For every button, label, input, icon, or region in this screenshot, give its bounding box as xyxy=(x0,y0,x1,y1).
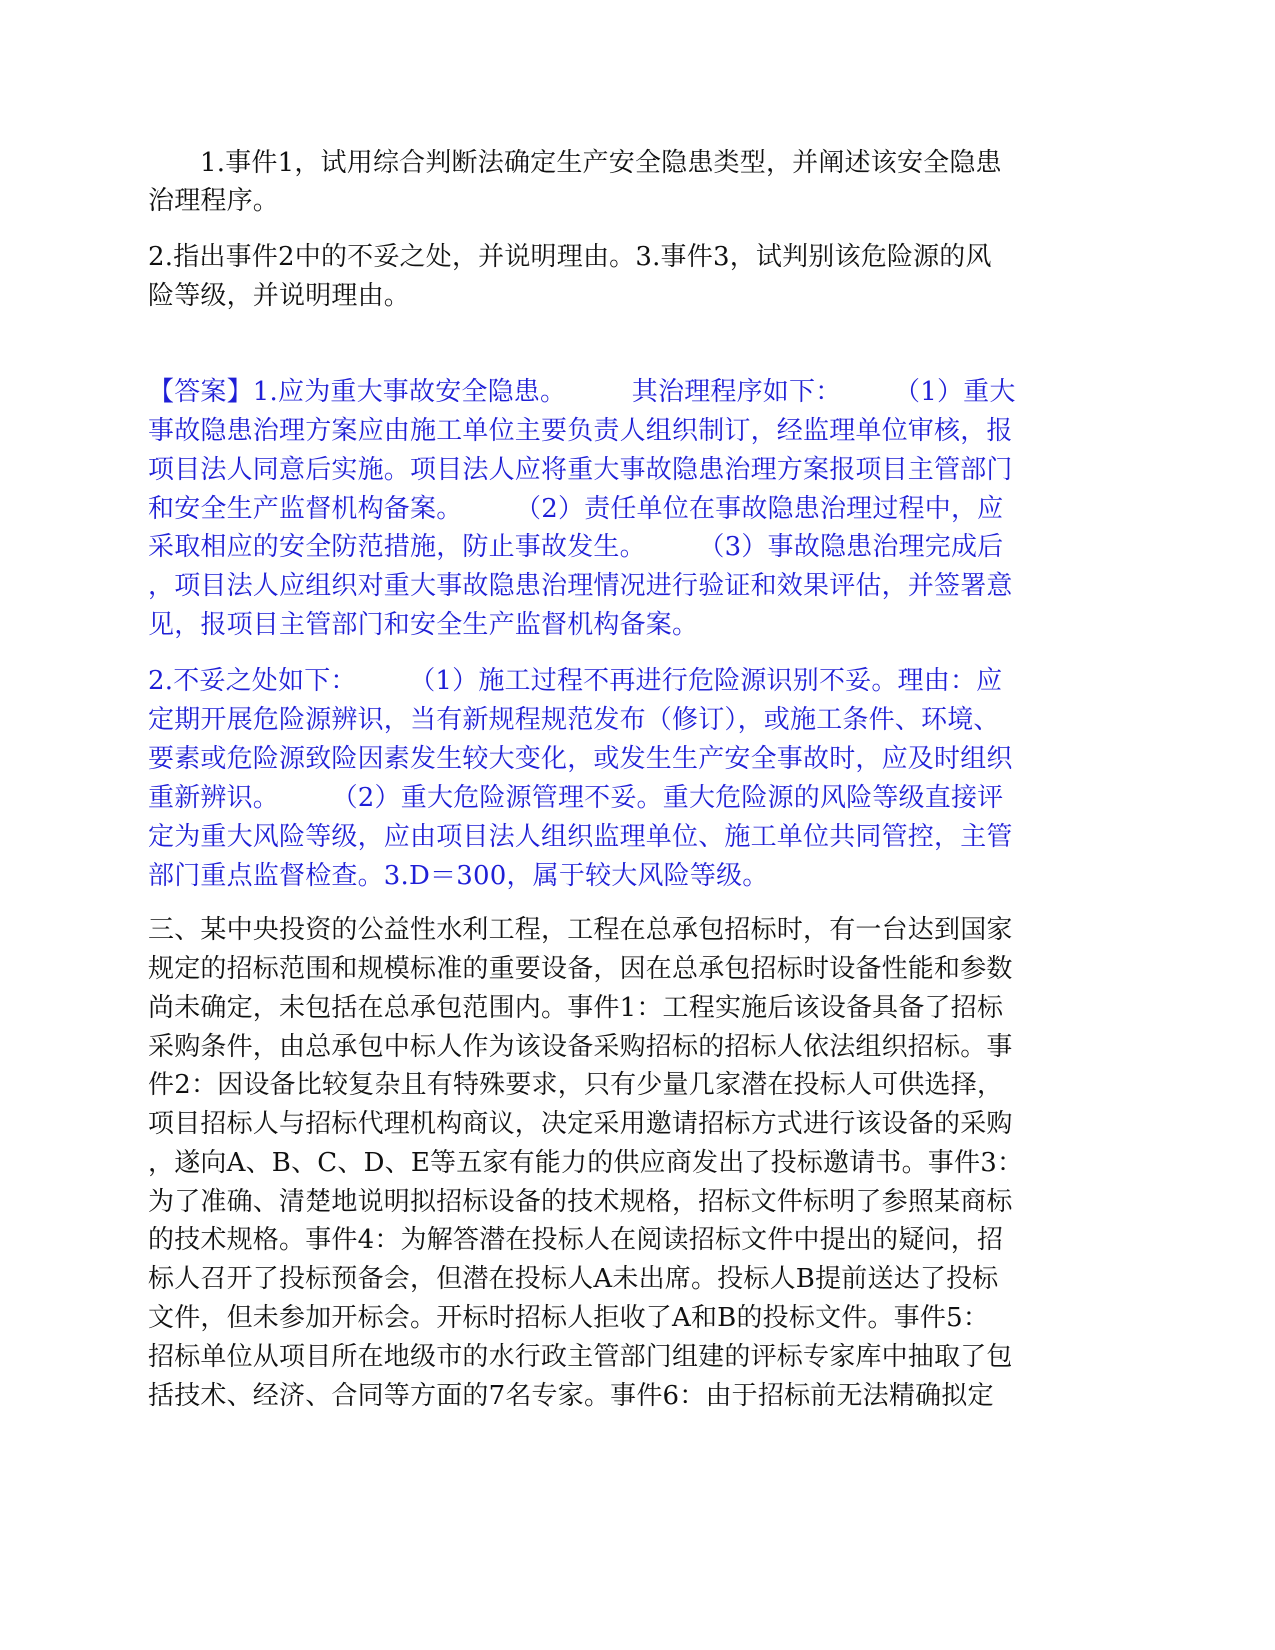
answer-2-line: 定为重大风险等级，应由项目法人组织监理单位、施工单位共同管控，主管 xyxy=(148,822,1013,852)
case-3-line: 件2：因设备比较复杂且有特殊要求，只有少量几家潜在投标人可供选择， xyxy=(148,1070,1004,1100)
case-3-line: 标人召开了投标预备会，但潜在投标人A未出席。投标人B提前送达了投标 xyxy=(148,1264,999,1294)
answer-2-line: 2.不妥之处如下： （1）施工过程不再进行危险源识别不妥。理由：应 xyxy=(148,666,1003,696)
case-3-line: 项目招标人与招标代理机构商议，决定采用邀请招标方式进行该设备的采购 xyxy=(148,1109,1013,1139)
answer-2-line: 重新辨识。 （2）重大危险源管理不妥。重大危险源的风险等级直接评 xyxy=(148,783,1004,813)
question-1-line-1: 1.事件1，试用综合判断法确定生产安全隐患类型，并阐述该安全隐患 xyxy=(200,148,1002,178)
question-2-3-line-1: 2.指出事件2中的不妥之处，并说明理由。3.事件3，试判别该危险源的风 xyxy=(148,242,992,272)
case-3-line: 的技术规格。事件4：为解答潜在投标人在阅读招标文件中提出的疑问，招 xyxy=(148,1225,1004,1255)
answer-1-line: 采取相应的安全防范措施，防止事故发生。 （3）事故隐患治理完成后 xyxy=(148,532,1004,562)
case-3-line: 尚未确定，未包括在总承包范围内。事件1：工程实施后该设备具备了招标 xyxy=(148,993,1004,1023)
answer-1-line: 事故隐患治理方案应由施工单位主要负责人组织制订，经监理单位审核，报 xyxy=(148,416,1013,446)
case-3-line: ，遂向A、B、C、D、E等五家有能力的供应商发出了投标邀请书。事件3： xyxy=(148,1148,1024,1178)
question-1-line-2: 治理程序。 xyxy=(148,186,280,216)
answer-2-line: 定期开展危险源辨识，当有新规程规范发布（修订），或施工条件、环境、 xyxy=(148,705,1000,735)
case-3-line: 三、某中央投资的公益性水利工程，工程在总承包招标时，有一台达到国家 xyxy=(148,915,1013,945)
question-2-3-line-2: 险等级，并说明理由。 xyxy=(148,281,411,311)
case-3-line: 为了准确、清楚地说明拟招标设备的技术规格，招标文件标明了参照某商标 xyxy=(148,1187,1013,1217)
answer-1-line: 和安全生产监督机构备案。 （2）责任单位在事故隐患治理过程中，应 xyxy=(148,494,1004,524)
answer-2-line: 部门重点监督检查。3.D＝300，属于较大风险等级。 xyxy=(148,861,769,891)
answer-1-line: 【答案】1.应为重大事故安全隐患。 其治理程序如下： （1）重大 xyxy=(148,377,1016,407)
answer-1-line: 项目法人同意后实施。项目法人应将重大事故隐患治理方案报项目主管部门 xyxy=(148,455,1013,485)
case-3-line: 括技术、经济、合同等方面的7名专家。事件6：由于招标前无法精确拟定 xyxy=(148,1381,994,1411)
answer-2-line: 要素或危险源致险因素发生较大变化，或发生生产安全事故时，应及时组织 xyxy=(148,744,1013,774)
case-3-line: 文件，但未参加开标会。开标时招标人拒收了A和B的投标文件。事件5： xyxy=(148,1303,990,1333)
answer-1-line: 见，报项目主管部门和安全生产监督机构备案。 xyxy=(148,610,699,640)
case-3-line: 招标单位从项目所在地级市的水行政主管部门组建的评标专家库中抽取了包 xyxy=(148,1342,1013,1372)
case-3-line: 采购条件，由总承包中标人作为该设备采购招标的招标人依法组织招标。事 xyxy=(148,1032,1013,1062)
answer-1-line: ，项目法人应组织对重大事故隐患治理情况进行验证和效果评估，并签署意 xyxy=(148,571,1013,601)
case-3-line: 规定的招标范围和规模标准的重要设备，因在总承包招标时设备性能和参数 xyxy=(148,954,1013,984)
